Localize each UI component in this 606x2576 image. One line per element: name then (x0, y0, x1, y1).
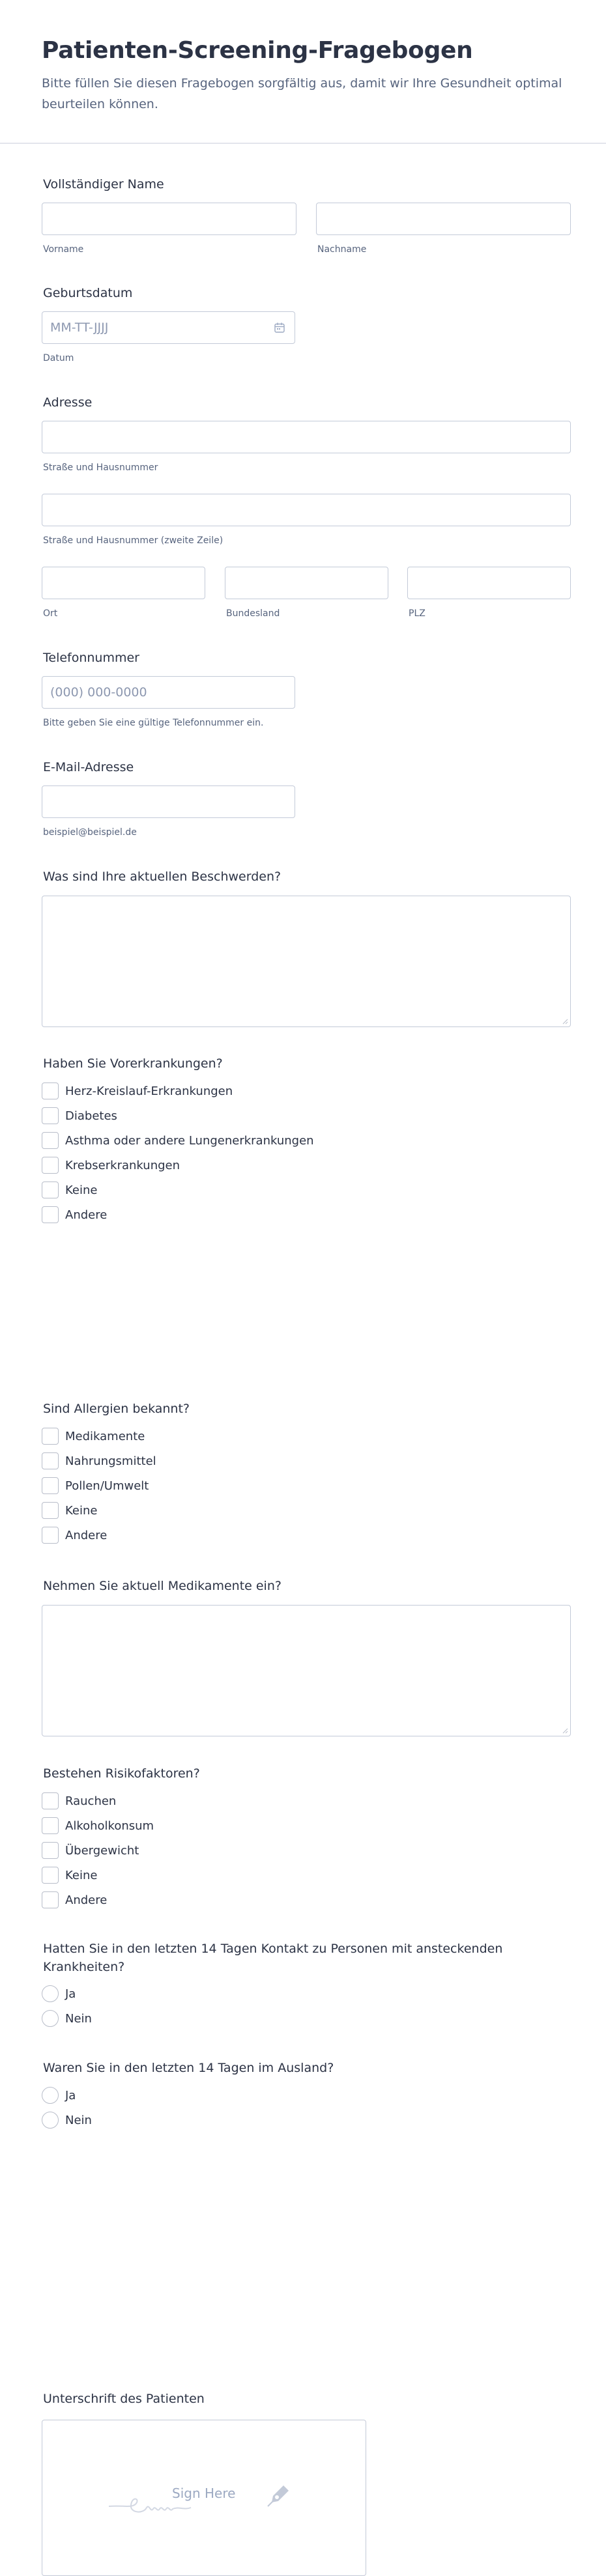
checkbox-label: Krebserkrankungen (65, 1158, 180, 1172)
checkbox-option[interactable] (42, 1527, 107, 1544)
checkbox-option[interactable] (42, 1428, 145, 1445)
last-name-sublabel: Nachname (317, 244, 367, 255)
street2-sublabel: Straße und Hausnummer (zweite Zeile) (43, 535, 224, 546)
checkbox-label: Andere (65, 1893, 108, 1907)
form-subtitle: Bitte füllen Sie diesen Fragebogen sorgfältig aus, damit wir Ihre Gesundheit optimal beurteilen können. (42, 76, 562, 111)
radio-label: Nein (65, 2113, 92, 2127)
form-header (0, 0, 606, 144)
street-sublabel: Straße und Hausnummer (43, 462, 158, 473)
checkbox[interactable] (42, 1083, 59, 1099)
checkbox[interactable] (42, 1527, 59, 1544)
email-label: E-Mail-Adresse (43, 760, 134, 774)
complaints-textarea[interactable] (42, 896, 571, 1027)
checkbox[interactable] (42, 1502, 59, 1519)
contact-label-line2: Krankheiten? (43, 1960, 125, 1974)
radio-label: Nein (65, 2011, 92, 2026)
checkbox-label: Medikamente (65, 1429, 145, 1443)
first-name-sublabel: Vorname (43, 244, 84, 255)
checkbox[interactable] (42, 1132, 59, 1149)
checkbox-label: Andere (65, 1208, 108, 1222)
medications-label: Nehmen Sie aktuell Medikamente ein? (43, 1579, 281, 1593)
checkbox[interactable] (42, 1428, 59, 1445)
state-sublabel: Bundesland (226, 608, 280, 619)
radio-button[interactable] (42, 1985, 59, 2002)
radio-label: Ja (65, 1987, 76, 2001)
conditions-label: Haben Sie Vorerkrankungen? (43, 1056, 223, 1071)
checkbox-option[interactable] (42, 1132, 314, 1149)
form-title: Patienten-Screening-Fragebogen (42, 37, 473, 64)
radio-option[interactable] (42, 1985, 76, 2002)
pen-icon (264, 2482, 293, 2510)
checkbox-option[interactable] (42, 1182, 97, 1198)
radio-option[interactable] (42, 2112, 92, 2129)
checkbox[interactable] (42, 1842, 59, 1859)
radio-button[interactable] (42, 2010, 59, 2027)
email-input[interactable] (42, 786, 295, 818)
checkbox[interactable] (42, 1206, 59, 1223)
radio-option[interactable] (42, 2010, 92, 2027)
city-sublabel: Ort (43, 608, 58, 619)
street-input[interactable] (42, 421, 571, 453)
checkbox[interactable] (42, 1792, 59, 1809)
phone-label: Telefonnummer (43, 651, 139, 665)
checkbox[interactable] (42, 1452, 59, 1469)
signature-pad[interactable] (42, 2420, 366, 2576)
medications-textarea[interactable] (42, 1605, 571, 1736)
checkbox[interactable] (42, 1182, 59, 1198)
checkbox-option[interactable] (42, 1477, 149, 1494)
checkbox[interactable] (42, 1867, 59, 1884)
radio-button[interactable] (42, 2087, 59, 2104)
radio-option[interactable] (42, 2087, 76, 2104)
checkbox-label: Diabetes (65, 1109, 117, 1123)
address-label: Adresse (43, 395, 93, 410)
allergies-label: Sind Allergien bekannt? (43, 1402, 190, 1416)
street2-input[interactable] (42, 494, 571, 526)
checkbox-label: Pollen/Umwelt (65, 1479, 149, 1493)
checkbox-option[interactable] (42, 1107, 117, 1124)
radio-label: Ja (65, 2088, 76, 2102)
complaints-label: Was sind Ihre aktuellen Beschwerden? (43, 870, 281, 884)
checkbox-option[interactable] (42, 1867, 97, 1884)
risks-label: Bestehen Risikofaktoren? (43, 1766, 200, 1781)
checkbox[interactable] (42, 1477, 59, 1494)
checkbox-label: Herz-Kreislauf-Erkrankungen (65, 1084, 233, 1098)
checkbox[interactable] (42, 1107, 59, 1124)
checkbox-label: Rauchen (65, 1794, 117, 1808)
checkbox-option[interactable] (42, 1792, 116, 1809)
checkbox-option[interactable] (42, 1083, 233, 1099)
checkbox-option[interactable] (42, 1502, 97, 1519)
dob-input[interactable] (42, 311, 295, 344)
checkbox-label: Nahrungsmittel (65, 1454, 156, 1468)
resize-grip-icon[interactable] (562, 1018, 568, 1025)
resize-grip-icon[interactable] (562, 1727, 568, 1734)
phone-sublabel: Bitte geben Sie eine gültige Telefonnummer ein. (43, 718, 264, 728)
checkbox-label: Keine (65, 1183, 98, 1197)
zip-input[interactable] (407, 567, 571, 599)
checkbox-label: Keine (65, 1503, 98, 1518)
phone-input[interactable] (42, 676, 295, 709)
checkbox-option[interactable] (42, 1206, 107, 1223)
radio-button[interactable] (42, 2112, 59, 2129)
email-sublabel: beispiel@beispiel.de (43, 827, 137, 838)
checkbox-option[interactable] (42, 1817, 154, 1834)
contact-label-line1: Hatten Sie in den letzten 14 Tagen Kontakt zu Personen mit ansteckenden (43, 1942, 503, 1956)
checkbox-option[interactable] (42, 1891, 107, 1908)
checkbox-option[interactable] (42, 1452, 156, 1469)
dob-sublabel: Datum (43, 353, 74, 363)
state-input[interactable] (225, 567, 388, 599)
checkbox-label: Asthma oder andere Lungenerkrankungen (65, 1133, 314, 1148)
first-name-input[interactable] (42, 203, 296, 235)
checkbox-label: Keine (65, 1868, 98, 1882)
dob-label: Geburtsdatum (43, 286, 133, 300)
last-name-input[interactable] (316, 203, 571, 235)
checkbox-option[interactable] (42, 1157, 180, 1174)
checkbox-label: Alkoholkonsum (65, 1819, 154, 1833)
checkbox[interactable] (42, 1817, 59, 1834)
city-input[interactable] (42, 567, 205, 599)
checkbox-label: Andere (65, 1528, 108, 1542)
checkbox-label: Übergewicht (65, 1843, 139, 1858)
checkbox-option[interactable] (42, 1842, 139, 1859)
checkbox[interactable] (42, 1891, 59, 1908)
abroad-label: Waren Sie in den letzten 14 Tagen im Ausland? (43, 2061, 334, 2075)
name-label: Vollständiger Name (43, 177, 164, 191)
checkbox[interactable] (42, 1157, 59, 1174)
calendar-icon[interactable] (274, 322, 285, 333)
signature-placeholder: Sign Here (172, 2485, 236, 2501)
zip-sublabel: PLZ (409, 608, 426, 619)
signature-label: Unterschrift des Patienten (43, 2392, 205, 2406)
contact-label (43, 1940, 502, 1976)
